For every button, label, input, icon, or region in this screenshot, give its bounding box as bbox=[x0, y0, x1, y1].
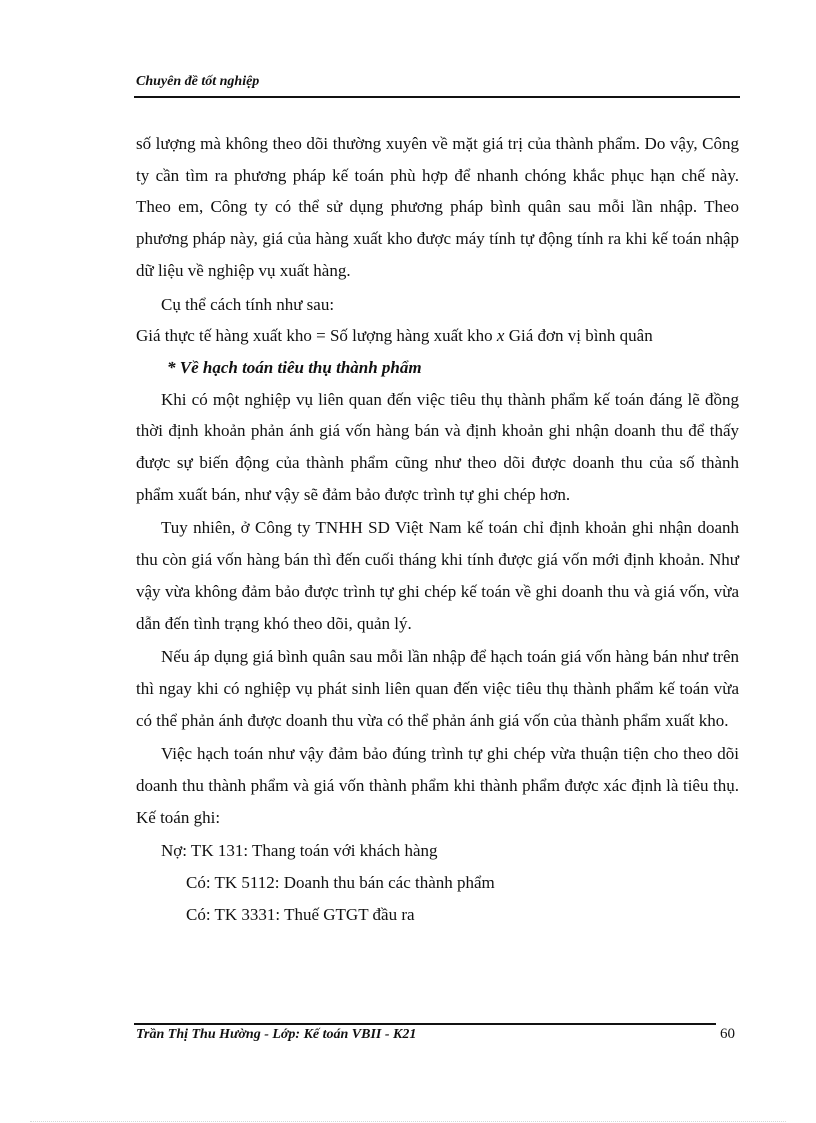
debit-entry: Nợ: TK 131: Thang toán với khách hàng bbox=[161, 841, 438, 861]
formula-operator: x bbox=[496, 326, 505, 346]
paragraph-6: Việc hạch toán như vậy đảm bảo đúng trình tự ghi chép vừa thuận tiện cho theo dõi doanh thu thành phẩm và giá vốn thành phẩm khi thành phẩm được xác định là tiêu thụ. Kế toán ghi: bbox=[136, 744, 739, 827]
credit-entry-5112: Có: TK 5112: Doanh thu bán các thành phẩm bbox=[186, 873, 495, 893]
document-body bbox=[136, 128, 739, 931]
section-subheading: * Về hạch toán tiêu thụ thành phẩm bbox=[167, 357, 422, 377]
paragraph-5: Nếu áp dụng giá bình quân sau mỗi lần nhập để hạch toán giá vốn hàng bán như trên thì ngay khi có nghiệp vụ phát sinh liên quan đến việc tiêu thụ thành phẩm kế toán vừa có thể phản ánh được doanh thu vừa có thể phản ánh giá vốn của thành phẩm xuất kho. bbox=[136, 647, 739, 730]
page-number: 60 bbox=[720, 1026, 735, 1042]
paragraph-3: Khi có một nghiệp vụ liên quan đến việc tiêu thụ thành phẩm kế toán đáng lẽ đồng thời định khoản phản ánh giá vốn hàng bán và định khoản ghi nhận doanh thu để thấy được sự biến động của thành phẩm cũng như theo dõi được doanh thu của số thành phẩm xuất bán, như vậy sẽ đảm bảo được trình tự ghi chép hơn. bbox=[136, 389, 739, 504]
formula-right: Giá đơn vị bình quân bbox=[508, 326, 653, 346]
credit-entry-3331: Có: TK 3331: Thuế GTGT đầu ra bbox=[186, 904, 415, 924]
paragraph-4: Tuy nhiên, ở Công ty TNHH SD Việt Nam kế toán chỉ định khoản ghi nhận doanh thu còn giá vốn hàng bán thì đến cuối tháng khi tính được giá vốn mới định khoản. Như vậy vừa không đảm bảo được trình tự ghi chép kế toán về ghi doanh thu và giá vốn, vừa dẫn đến tình trạng khó theo dõi, quản lý. bbox=[136, 518, 739, 633]
formula-left: Giá thực tế hàng xuất kho = Số lượng hàng xuất kho bbox=[136, 326, 493, 346]
page-bottom-edge bbox=[30, 1121, 786, 1122]
header-divider bbox=[134, 96, 740, 98]
footer-author: Trần Thị Thu Hường - Lớp: Kế toán VBII - K21 bbox=[136, 1027, 417, 1042]
formula-line bbox=[136, 320, 739, 352]
paragraph-2: Cụ thể cách tính như sau: bbox=[161, 294, 335, 314]
paragraph-1: số lượng mà không theo dõi thường xuyên về mặt giá trị của thành phẩm. Do vậy, Công ty cần tìm ra phương pháp kế toán phù hợp để nhanh chóng khắc phục hạn chế này. Theo em, Công ty có thể sử dụng phương pháp bình quân sau mỗi lần nhập. Theo phương pháp này, giá của hàng xuất kho được máy tính tự động tính ra khi kế toán nhập dữ liệu về nghiệp vụ xuất hàng. bbox=[136, 134, 739, 280]
header-title: Chuyên đề tốt nghiệp bbox=[136, 74, 260, 89]
footer-divider bbox=[134, 1023, 716, 1025]
